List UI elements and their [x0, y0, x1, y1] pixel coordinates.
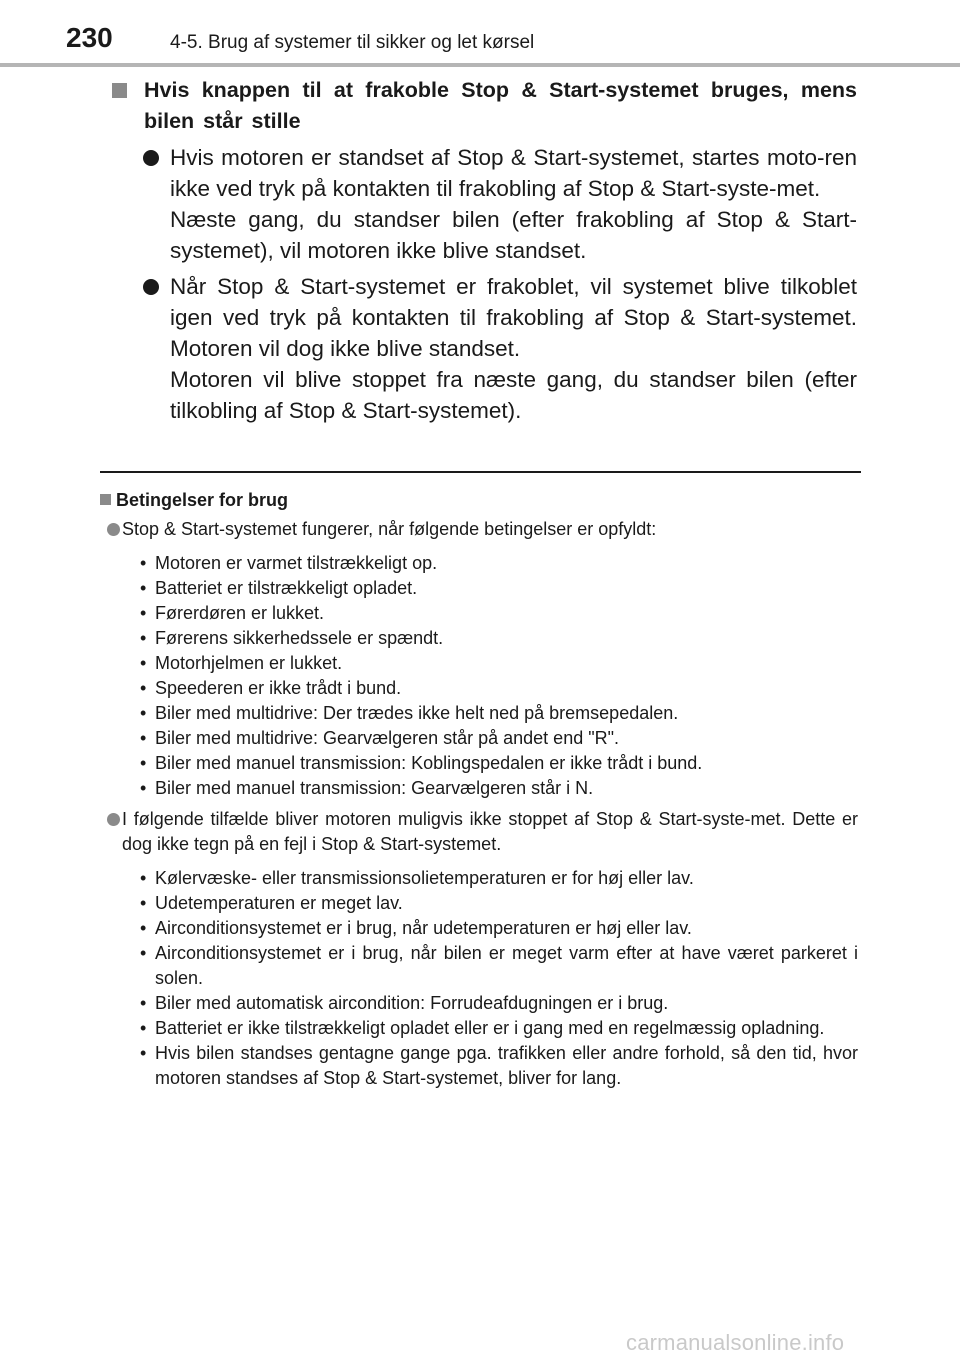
list-item: • Motorhjelmen er lukket.: [140, 651, 858, 676]
list-item: • Biler med manuel transmission: Gearvælgeren står i N.: [140, 776, 858, 801]
section-heading-text: Betingelser for brug: [116, 490, 289, 510]
section-heading-text: Hvis knappen til at frakoble Stop & Start-systemet bruges, mens bilen står stille: [144, 78, 857, 133]
list-item: • Motoren er varmet tilstrækkeligt op.: [140, 551, 858, 576]
list-item: • Airconditionsystemet er i brug, når udetemperaturen er høj eller lav.: [140, 916, 858, 941]
section-stop-start-button: [112, 75, 857, 426]
list-item: • Udetemperaturen er meget lav.: [140, 891, 858, 916]
condition-list: [100, 551, 858, 801]
bullet-text: I følgende tilfælde bliver motoren muligvis ikke stoppet af Stop & Start-syste-met. Dette er dog ikke tegn på en fejl i Stop & Start-systemet.: [122, 809, 858, 854]
round-bullet-icon: [107, 813, 120, 826]
list-item: • Biler med multidrive: Der trædes ikke helt ned på bremsepedalen.: [140, 701, 858, 726]
round-bullet-icon: [107, 523, 120, 536]
chapter-title: 4-5. Brug af systemer til sikker og let kørsel: [170, 32, 535, 53]
page-header: [0, 0, 960, 70]
section-conditions: [100, 489, 858, 1091]
list-item: • Biler med automatisk aircondition: Forrudeafdugningen er i brug.: [140, 991, 858, 1016]
bullet-item: [100, 517, 858, 542]
bullet-paragraph: Motoren vil blive stoppet fra næste gang, du standser bilen (efter tilkobling af Stop & Start-systemet).: [170, 367, 857, 423]
section-heading: [100, 489, 858, 511]
page-number: 230: [66, 22, 113, 53]
bullet-item: [112, 271, 857, 426]
bullet-item: [100, 807, 858, 857]
list-item: • Batteriet er tilstrækkeligt opladet.: [140, 576, 858, 601]
header-rule: [0, 63, 960, 67]
list-item: • Biler med multidrive: Gearvælgeren står på andet end "R".: [140, 726, 858, 751]
bullet-paragraph: Når Stop & Start-systemet er frakoblet, vil systemet blive tilkoblet igen ved tryk på kontakten til frakobling af Stop & Start-systemet. Motoren vil dog ikke blive standset.: [170, 274, 857, 361]
square-bullet-icon: [100, 494, 111, 505]
bullet-paragraph: Næste gang, du standser bilen (efter frakobling af Stop & Start-systemet), vil motoren ikke blive standset.: [170, 207, 857, 263]
round-bullet-icon: [143, 279, 159, 295]
bullet-paragraph: Hvis motoren er standset af Stop & Start-systemet, startes moto-ren ikke ved tryk på kontakten til frakobling af Stop & Start-syste-met.: [170, 145, 857, 201]
section-divider: [100, 471, 861, 473]
list-item: • Biler med manuel transmission: Koblingspedalen er ikke trådt i bund.: [140, 751, 858, 776]
bullet-text: Stop & Start-systemet fungerer, når følgende betingelser er opfyldt:: [122, 519, 657, 539]
watermark: carmanualsonline.info: [626, 1330, 845, 1355]
list-item: • Kølervæske- eller transmissionsolietemperaturen er for høj eller lav.: [140, 866, 858, 891]
list-item: • Hvis bilen standses gentagne gange pga. trafikken eller andre forhold, så den tid, hvor motoren standses af Stop & Start-systemet, bliver for lang.: [140, 1041, 858, 1091]
list-item: • Batteriet er ikke tilstrækkeligt opladet eller er i gang med en regelmæssig opladning.: [140, 1016, 858, 1041]
exception-list: [100, 866, 858, 1091]
bullet-item: [112, 142, 857, 266]
list-item: • Førerens sikkerhedssele er spændt.: [140, 626, 858, 651]
list-item: • Førerdøren er lukket.: [140, 601, 858, 626]
list-item: • Airconditionsystemet er i brug, når bilen er meget varm efter at have været parkeret i solen.: [140, 941, 858, 991]
list-item: • Speederen er ikke trådt i bund.: [140, 676, 858, 701]
section-heading: [112, 75, 857, 137]
round-bullet-icon: [143, 150, 159, 166]
square-bullet-icon: [112, 83, 127, 98]
